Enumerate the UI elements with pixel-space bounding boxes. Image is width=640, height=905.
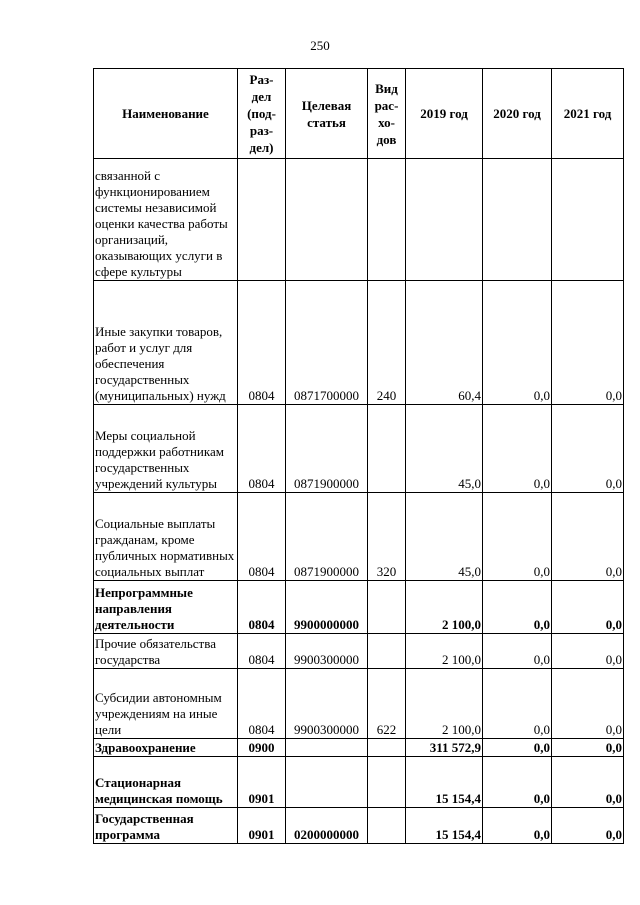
header-expense: Вид рас- хо- дов (368, 69, 406, 159)
row-target: 9900300000 (286, 669, 368, 739)
row-expense: 622 (368, 669, 406, 739)
row-target: 0871900000 (286, 493, 368, 581)
row-name: связанной с функционированием системы независимой оценки качества работы организаций, оказывающих услуги в сфере культуры (94, 159, 238, 281)
row-name: Иные закупки товаров, работ и услуг для обеспечения государственных (муниципальных) нужд (94, 281, 238, 405)
row-2019: 15 154,4 (406, 757, 483, 808)
row-2021: 0,0 (552, 739, 624, 757)
row-2019: 311 572,9 (406, 739, 483, 757)
row-section: 0901 (238, 757, 286, 808)
row-2019: 45,0 (406, 405, 483, 493)
header-2021: 2021 год (552, 69, 624, 159)
row-section: 0901 (238, 808, 286, 844)
table-row (94, 757, 624, 808)
row-2019 (406, 159, 483, 281)
row-2020 (483, 159, 552, 281)
row-expense (368, 159, 406, 281)
page-number: 250 (310, 38, 330, 53)
header-2019: 2019 год (406, 69, 483, 159)
row-target (286, 757, 368, 808)
row-2019: 2 100,0 (406, 634, 483, 669)
row-name: Прочие обязательства государства (94, 634, 238, 669)
row-2020: 0,0 (483, 739, 552, 757)
row-name: Меры социальной поддержки работникам государственных учреждений культуры (94, 405, 238, 493)
table-row (94, 405, 624, 493)
row-expense (368, 739, 406, 757)
table-row (94, 159, 624, 281)
row-name: Субсидии автономным учреждениям на иные цели (94, 669, 238, 739)
row-section (238, 159, 286, 281)
row-2021: 0,0 (552, 808, 624, 844)
row-expense: 240 (368, 281, 406, 405)
row-section: 0804 (238, 581, 286, 634)
row-2021: 0,0 (552, 757, 624, 808)
row-2020: 0,0 (483, 281, 552, 405)
row-expense (368, 634, 406, 669)
row-expense (368, 808, 406, 844)
row-2020: 0,0 (483, 493, 552, 581)
table-row (94, 669, 624, 739)
row-2020: 0,0 (483, 634, 552, 669)
row-2021: 0,0 (552, 581, 624, 634)
row-2021: 0,0 (552, 634, 624, 669)
row-section: 0804 (238, 281, 286, 405)
row-2020: 0,0 (483, 808, 552, 844)
row-2019: 15 154,4 (406, 808, 483, 844)
row-2021 (552, 159, 624, 281)
row-target: 0871700000 (286, 281, 368, 405)
row-2020: 0,0 (483, 669, 552, 739)
header-2020: 2020 год (483, 69, 552, 159)
row-section: 0804 (238, 669, 286, 739)
table-row (94, 808, 624, 844)
row-section: 0900 (238, 739, 286, 757)
row-target: 0871900000 (286, 405, 368, 493)
header-row (94, 69, 624, 159)
row-expense: 320 (368, 493, 406, 581)
header-section: Раз- дел (под- раз- дел) (238, 69, 286, 159)
row-name: Здравоохранение (94, 739, 238, 757)
row-target: 0200000000 (286, 808, 368, 844)
row-expense (368, 757, 406, 808)
row-2021: 0,0 (552, 281, 624, 405)
row-expense (368, 581, 406, 634)
table-row (94, 281, 624, 405)
row-2020: 0,0 (483, 405, 552, 493)
header-name: Наименование (94, 69, 238, 159)
row-target: 9900000000 (286, 581, 368, 634)
row-2019: 45,0 (406, 493, 483, 581)
row-2020: 0,0 (483, 757, 552, 808)
row-2019: 60,4 (406, 281, 483, 405)
row-expense (368, 405, 406, 493)
row-2021: 0,0 (552, 669, 624, 739)
row-name: Социальные выплаты гражданам, кроме публичных нормативных социальных выплат (94, 493, 238, 581)
table-row (94, 581, 624, 634)
row-name: Непрограммные направления деятельности (94, 581, 238, 634)
table-row (94, 634, 624, 669)
table-row (94, 739, 624, 757)
budget-table (93, 68, 624, 844)
row-2019: 2 100,0 (406, 581, 483, 634)
row-section: 0804 (238, 405, 286, 493)
row-target (286, 739, 368, 757)
table-row (94, 493, 624, 581)
row-2021: 0,0 (552, 493, 624, 581)
row-target (286, 159, 368, 281)
row-2021: 0,0 (552, 405, 624, 493)
header-target: Целевая статья (286, 69, 368, 159)
row-section: 0804 (238, 493, 286, 581)
row-2019: 2 100,0 (406, 669, 483, 739)
row-2020: 0,0 (483, 581, 552, 634)
row-name: Стационарная медицинская помощь (94, 757, 238, 808)
row-target: 9900300000 (286, 634, 368, 669)
row-name: Государственная программа (94, 808, 238, 844)
row-section: 0804 (238, 634, 286, 669)
